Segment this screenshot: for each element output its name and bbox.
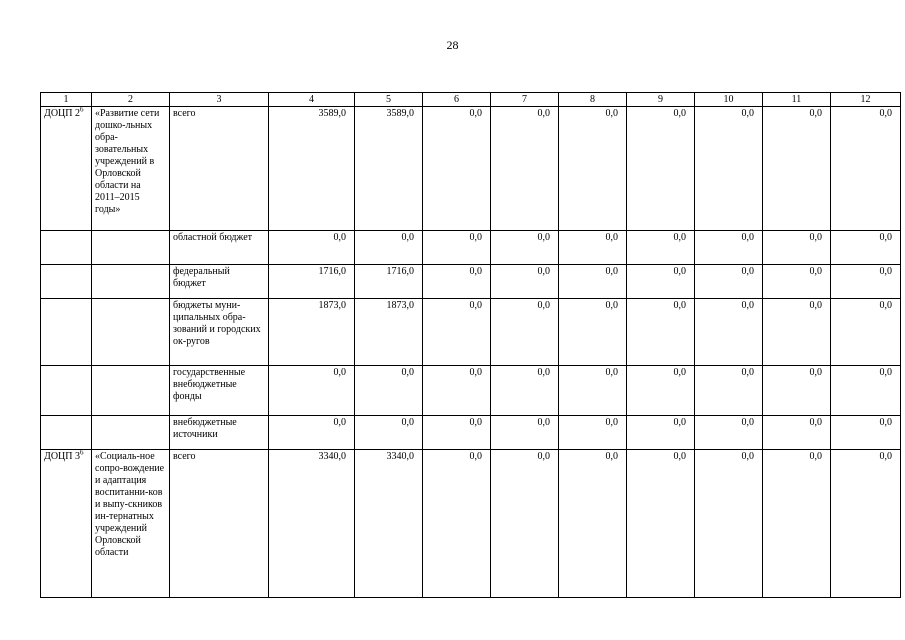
amount-cell: 0,0 (491, 265, 559, 299)
footnote-mark: 6 (80, 105, 84, 114)
program-code-cell (41, 299, 92, 366)
amount-cell: 0,0 (695, 265, 763, 299)
amount-cell: 0,0 (831, 450, 901, 598)
amount-cell: 0,0 (491, 231, 559, 265)
column-header: 2 (92, 93, 170, 107)
page-number: 28 (446, 38, 459, 52)
table-row (41, 231, 901, 265)
amount-cell: 0,0 (695, 450, 763, 598)
amount-cell: 0,0 (491, 366, 559, 416)
amount-cell: 0,0 (831, 366, 901, 416)
amount-cell: 3340,0 (269, 450, 355, 598)
amount-cell: 3589,0 (355, 107, 423, 231)
amount-cell: 0,0 (423, 416, 491, 450)
column-header: 7 (491, 93, 559, 107)
amount-cell: 0,0 (559, 366, 627, 416)
column-header: 3 (170, 93, 269, 107)
amount-cell: 0,0 (695, 231, 763, 265)
amount-cell: 0,0 (491, 107, 559, 231)
funding-source: всего (170, 450, 269, 598)
table-row (41, 450, 901, 598)
amount-cell: 0,0 (491, 416, 559, 450)
program-name: «Социаль-ное сопро-вождение и адаптация воспитанни-ков и выпу-скников ин-тернатных учреждений Орловской области (92, 450, 170, 598)
amount-cell: 0,0 (423, 299, 491, 366)
table-row (41, 107, 901, 231)
column-header: 10 (695, 93, 763, 107)
funding-source: государственные внебюджетные фонды (170, 366, 269, 416)
table-row (41, 366, 901, 416)
program-code-cell (41, 107, 92, 231)
amount-cell: 0,0 (269, 231, 355, 265)
amount-cell: 0,0 (491, 299, 559, 366)
table-row (41, 265, 901, 299)
amount-cell: 0,0 (627, 416, 695, 450)
amount-cell: 0,0 (355, 366, 423, 416)
program-name (92, 265, 170, 299)
program-code-cell (41, 416, 92, 450)
amount-cell: 0,0 (831, 231, 901, 265)
amount-cell: 0,0 (423, 366, 491, 416)
amount-cell: 0,0 (831, 265, 901, 299)
amount-cell: 0,0 (763, 416, 831, 450)
funding-source: всего (170, 107, 269, 231)
program-name (92, 299, 170, 366)
program-code-cell (41, 450, 92, 598)
amount-cell: 0,0 (627, 450, 695, 598)
amount-cell: 1873,0 (355, 299, 423, 366)
program-code: ДОЦП 2 (44, 108, 80, 119)
amount-cell: 0,0 (627, 107, 695, 231)
column-header: 1 (41, 93, 92, 107)
amount-cell: 0,0 (423, 265, 491, 299)
program-code-cell (41, 231, 92, 265)
amount-cell: 0,0 (763, 299, 831, 366)
column-header: 5 (355, 93, 423, 107)
program-code-cell (41, 265, 92, 299)
amount-cell: 0,0 (695, 416, 763, 450)
budget-table (40, 92, 901, 598)
amount-cell: 0,0 (763, 366, 831, 416)
program-code-cell (41, 366, 92, 416)
funding-source: федеральный бюджет (170, 265, 269, 299)
header-row (41, 93, 901, 107)
program-name (92, 416, 170, 450)
amount-cell: 0,0 (559, 107, 627, 231)
amount-cell: 0,0 (269, 366, 355, 416)
amount-cell: 0,0 (627, 366, 695, 416)
amount-cell: 0,0 (627, 265, 695, 299)
table-row (41, 416, 901, 450)
amount-cell: 0,0 (423, 107, 491, 231)
amount-cell: 0,0 (763, 450, 831, 598)
amount-cell: 0,0 (559, 416, 627, 450)
amount-cell: 0,0 (269, 416, 355, 450)
amount-cell: 0,0 (423, 450, 491, 598)
amount-cell: 0,0 (559, 231, 627, 265)
amount-cell: 0,0 (559, 299, 627, 366)
funding-source: областной бюджет (170, 231, 269, 265)
amount-cell: 0,0 (423, 231, 491, 265)
amount-cell: 1873,0 (269, 299, 355, 366)
amount-cell: 0,0 (355, 416, 423, 450)
column-header: 9 (627, 93, 695, 107)
amount-cell: 0,0 (559, 450, 627, 598)
program-name (92, 366, 170, 416)
column-header: 12 (831, 93, 901, 107)
column-header: 4 (269, 93, 355, 107)
amount-cell: 0,0 (627, 231, 695, 265)
funding-source: бюджеты муни-ципальных обра-зований и городских ок-ругов (170, 299, 269, 366)
amount-cell: 0,0 (763, 107, 831, 231)
funding-source: внебюджетные источники (170, 416, 269, 450)
amount-cell: 0,0 (627, 299, 695, 366)
amount-cell: 0,0 (355, 231, 423, 265)
amount-cell: 0,0 (763, 231, 831, 265)
amount-cell: 0,0 (695, 299, 763, 366)
amount-cell: 0,0 (831, 107, 901, 231)
amount-cell: 0,0 (491, 450, 559, 598)
footnote-mark: 6 (80, 448, 84, 457)
table-row (41, 299, 901, 366)
program-name (92, 231, 170, 265)
amount-cell: 0,0 (695, 366, 763, 416)
program-name: «Развитие сети дошко-льных обра-зовательных учреждений в Орловской области на 2011–2015 годы» (92, 107, 170, 231)
amount-cell: 1716,0 (269, 265, 355, 299)
amount-cell: 0,0 (831, 299, 901, 366)
amount-cell: 0,0 (695, 107, 763, 231)
column-header: 11 (763, 93, 831, 107)
amount-cell: 3340,0 (355, 450, 423, 598)
column-header: 8 (559, 93, 627, 107)
program-code: ДОЦП 3 (44, 451, 80, 462)
amount-cell: 1716,0 (355, 265, 423, 299)
amount-cell: 0,0 (763, 265, 831, 299)
amount-cell: 0,0 (559, 265, 627, 299)
amount-cell: 3589,0 (269, 107, 355, 231)
amount-cell: 0,0 (831, 416, 901, 450)
column-header: 6 (423, 93, 491, 107)
